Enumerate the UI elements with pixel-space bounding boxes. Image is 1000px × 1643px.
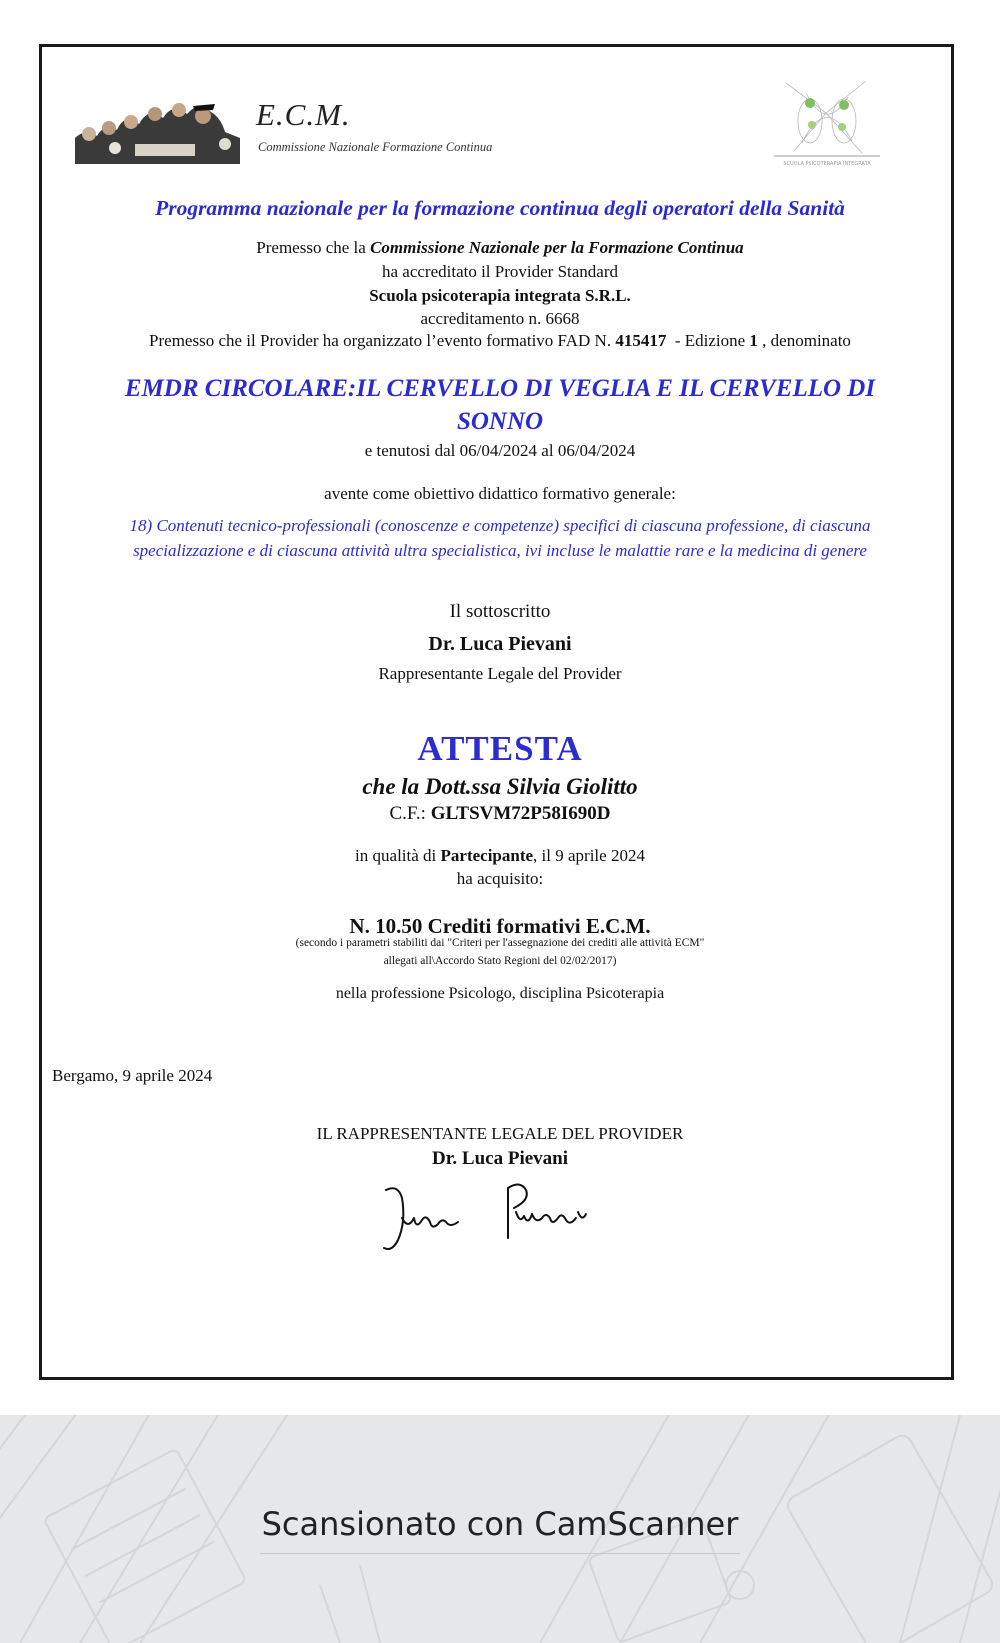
participant-cf [0,803,1000,825]
cf-label: C.F.: [389,803,431,824]
event-number: 415417 [615,331,667,350]
objective-line-2: specializzazione e di ciascuna attività ultra specialistica, ivi incluse le malattie rare e la medicina di genere [133,541,867,560]
edition-number: 1 [749,331,758,350]
event-dates: e tenutosi dal 06/04/2024 al 06/04/2024 [364,441,636,460]
provider-logo [766,73,888,169]
quality-prefix: in qualità di [355,846,441,865]
acquired-label: ha acquisito: [456,869,544,888]
premise-prefix: Premesso che la [256,238,371,257]
quality-suffix: , il 9 aprile 2024 [533,846,645,865]
quality-role: Partecipante [440,846,534,865]
accreditation-number: accreditamento n. 6668 [420,309,580,328]
signer-name: Dr. Luca Pievani [428,633,572,655]
commission-name: Commissione Nazionale per la Formazione Continua [370,238,744,257]
credits-note-1: (secondo i parametri stabiliti dai "Criteri per l'assegnazione dei crediti alle attività ECM" [295,937,705,949]
credits-profession: nella professione Psicologo, disciplina Psicoterapia [335,985,665,1002]
signer-role: Rappresentante Legale del Provider [378,664,622,683]
signature-image [380,1178,620,1258]
footer-signer-name: Dr. Luca Pievani [432,1148,568,1169]
footer-role: IL RAPPRESENTANTE LEGALE DEL PROVIDER [316,1124,684,1143]
attesta-heading: ATTESTA [417,729,583,768]
event-title-line-1: EMDR CIRCOLARE:IL CERVELLO DI VEGLIA E IL CERVELLO DI [124,375,876,402]
participant-name: che la Dott.ssa Silvia Giolitto [362,774,638,799]
signer-intro: Il sottoscritto [449,601,551,622]
premise-line-2: ha accreditato il Provider Standard [381,262,619,281]
credits-headline: N. 10.50 Crediti formativi E.C.M. [349,914,651,938]
place-date: Bergamo, 9 aprile 2024 [52,1066,213,1085]
provider-name: Scuola psicoterapia integrata S.R.L. [369,286,631,305]
camscanner-divider [260,1553,740,1554]
cf-value: GLTSVM72P58I690D [430,803,611,824]
premise-line-1 [0,238,1000,258]
ecm-painting-logo [75,98,240,164]
event-suffix: , denominato [757,331,851,350]
provider-logo-caption: SCUOLA PSICOTERAPIA INTEGRATA [783,161,871,167]
camscanner-label: Scansionato con CamScanner [261,1505,739,1543]
program-title: Programma nazionale per la formazione continua degli operatori della Sanità [155,196,845,220]
credits-note-2: allegati all\Accordo Stato Regioni del 02/02/2017) [383,955,617,967]
event-prefix: Premesso che il Provider ha organizzato l’evento formativo FAD N. [149,331,616,350]
event-title-line-2: SONNO [456,408,544,435]
objective-line-1: 18) Contenuti tecnico-professionali (conoscenze e competenze) specifici di ciascuna professione, di ciascuna [129,516,871,535]
ecm-title: E.C.M. [256,97,351,132]
event-line [0,331,1000,351]
participant-quality [0,846,1000,866]
edition-prefix: - Edizione [666,331,750,350]
objective-intro: avente come obiettivo didattico formativo generale: [324,484,676,503]
ecm-subtitle: Commissione Nazionale Formazione Continua [258,140,493,154]
